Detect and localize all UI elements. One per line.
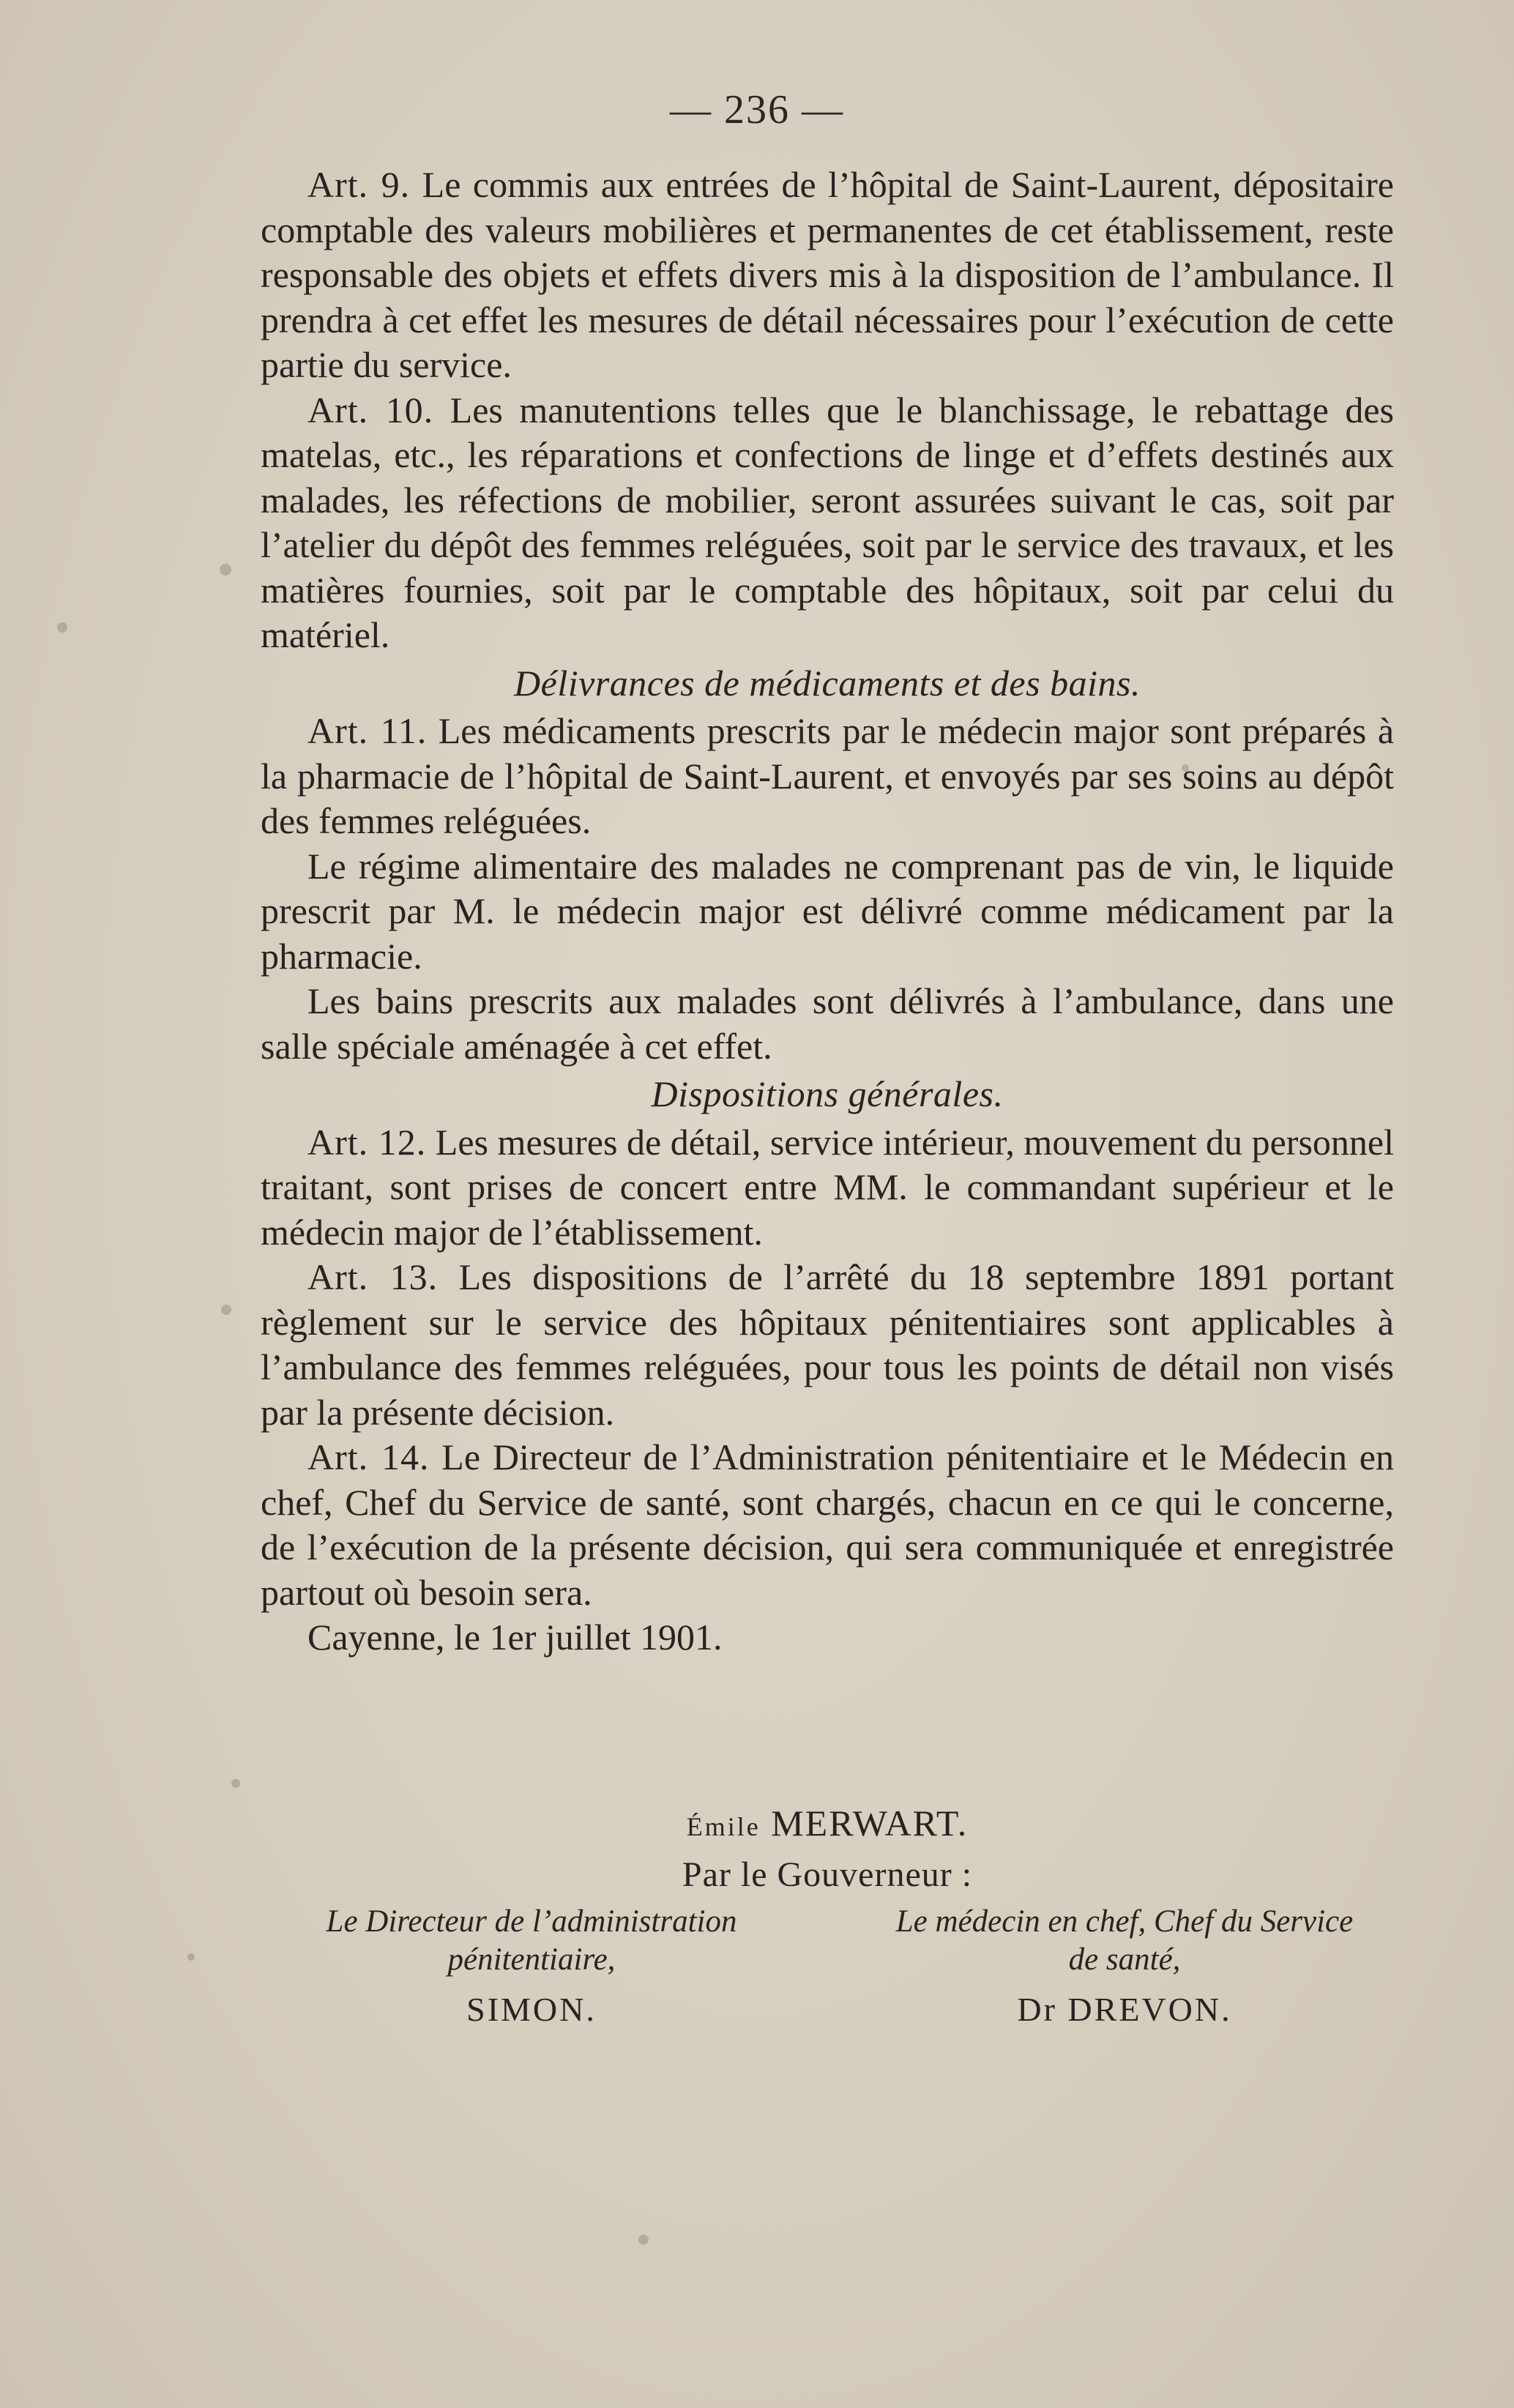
article-text: Les médicaments prescrits par le médecin major sont préparés à la pharmacie de l’hôpital de Saint-Laurent, et envoyés par ses soins au dépôt des femmes reléguées. — [261, 710, 1395, 841]
paper-speck — [231, 1779, 240, 1788]
article-text: Le Directeur de l’Administration pénitentiaire et le Médecin en chef, Chef du Service de santé, sont chargés, chacun en ce qui le concerne, de l’exécution de la présente décision, qui sera communiquée et enregistrée partout où besoin sera. — [261, 1436, 1394, 1613]
article-text: Les dispositions de l’arrêté du 18 septembre 1891 portant règlement sur le service des hôpitaux pénitentiaires sont applicables à l’ambulance des femmes reléguées, pour tous les points de détail non visés par la présente décision. — [261, 1256, 1395, 1433]
left-title-line-2: pénitentiaire, — [447, 1942, 616, 1977]
paper-speck — [57, 622, 67, 633]
document-body — [261, 163, 1394, 1660]
article-number: Art. 10. — [307, 389, 434, 430]
governor-last-name: MERWART. — [771, 1803, 969, 1844]
cosignatory-right — [846, 1903, 1403, 2029]
right-title-line-1: Le médecin en chef, Chef du Service — [895, 1904, 1354, 1939]
page-number: — 236 — — [670, 87, 844, 133]
article-number: Art. 11. — [307, 710, 428, 751]
article-text: Les mesures de détail, service intérieur, mouvement du personnel traitant, sont prises de concert entre MM. le commandant supérieur et le médecin major de l’établissement. — [261, 1121, 1395, 1253]
article-12 — [261, 1120, 1394, 1256]
left-signatory-name: SIMON. — [466, 1991, 597, 2028]
right-title-line-2: de santé, — [1068, 1942, 1181, 1977]
section-heading-medicaments: Délivrances de médicaments et des bains. — [514, 662, 1141, 704]
article-10 — [261, 388, 1394, 658]
article-number: Art. 12. — [307, 1121, 427, 1163]
section-heading-dispositions: Dispositions générales. — [651, 1073, 1004, 1114]
article-11 — [261, 709, 1394, 844]
paper-speck — [220, 564, 231, 575]
place-date: Cayenne, le 1er juillet 1901. — [307, 1617, 723, 1658]
article-number: Art. 9. — [307, 164, 411, 205]
right-signatory-name: Dr DREVON. — [1017, 1991, 1232, 2028]
par-le-gouverneur: Par le Gouverneur : — [682, 1855, 973, 1894]
article-13 — [261, 1255, 1394, 1435]
left-title-line-1: Le Directeur de l’administration — [326, 1904, 737, 1939]
paragraph-text: Les bains prescrits aux malades sont délivrés à l’ambulance, dans une salle spéciale aménagée à cet effet. — [261, 980, 1394, 1067]
governor-first-name: Émile — [686, 1812, 761, 1841]
article-14 — [261, 1435, 1394, 1615]
signature-block — [261, 1798, 1394, 2064]
article-number: Art. 13. — [307, 1256, 439, 1297]
paragraph-regime — [261, 844, 1394, 980]
article-text: Le commis aux entrées de l’hôpital de Saint-Laurent, dépositaire comptable des valeurs mobilières et permanentes de cet établissement, reste responsable des objets et effets divers mis à la disposition de l’ambulance. Il prendra à cet effet les mesures de détail nécessaires pour l’exécution de cette partie du service. — [261, 164, 1395, 385]
cosignatories — [261, 1903, 1394, 2064]
paper-speck — [1182, 764, 1189, 772]
paragraph-bains — [261, 979, 1394, 1069]
paper-speck — [221, 1305, 231, 1315]
paper-speck — [187, 1953, 195, 1961]
article-text: Les manutentions telles que le blanchissage, le rebattage des matelas, etc., les réparations et confections de linge et d’effets destinés aux malades, les réfections de mobilier, seront assurées suivant le cas, soit par l’atelier du dépôt des femmes reléguées, soit par le service des travaux, et les matières fournies, soit par le comptable des hôpitaux, soit par celui du matériel. — [261, 389, 1394, 655]
article-number: Art. 14. — [307, 1436, 430, 1477]
paragraph-text: Le régime alimentaire des malades ne comprenant pas de vin, le liquide prescrit par M. le médecin major est délivré comme médicament par la pharmacie. — [261, 845, 1394, 977]
cosignatory-left — [261, 1903, 802, 2029]
paper-speck — [638, 2234, 649, 2245]
governor-name — [261, 1798, 1394, 1852]
article-9 — [261, 163, 1394, 388]
